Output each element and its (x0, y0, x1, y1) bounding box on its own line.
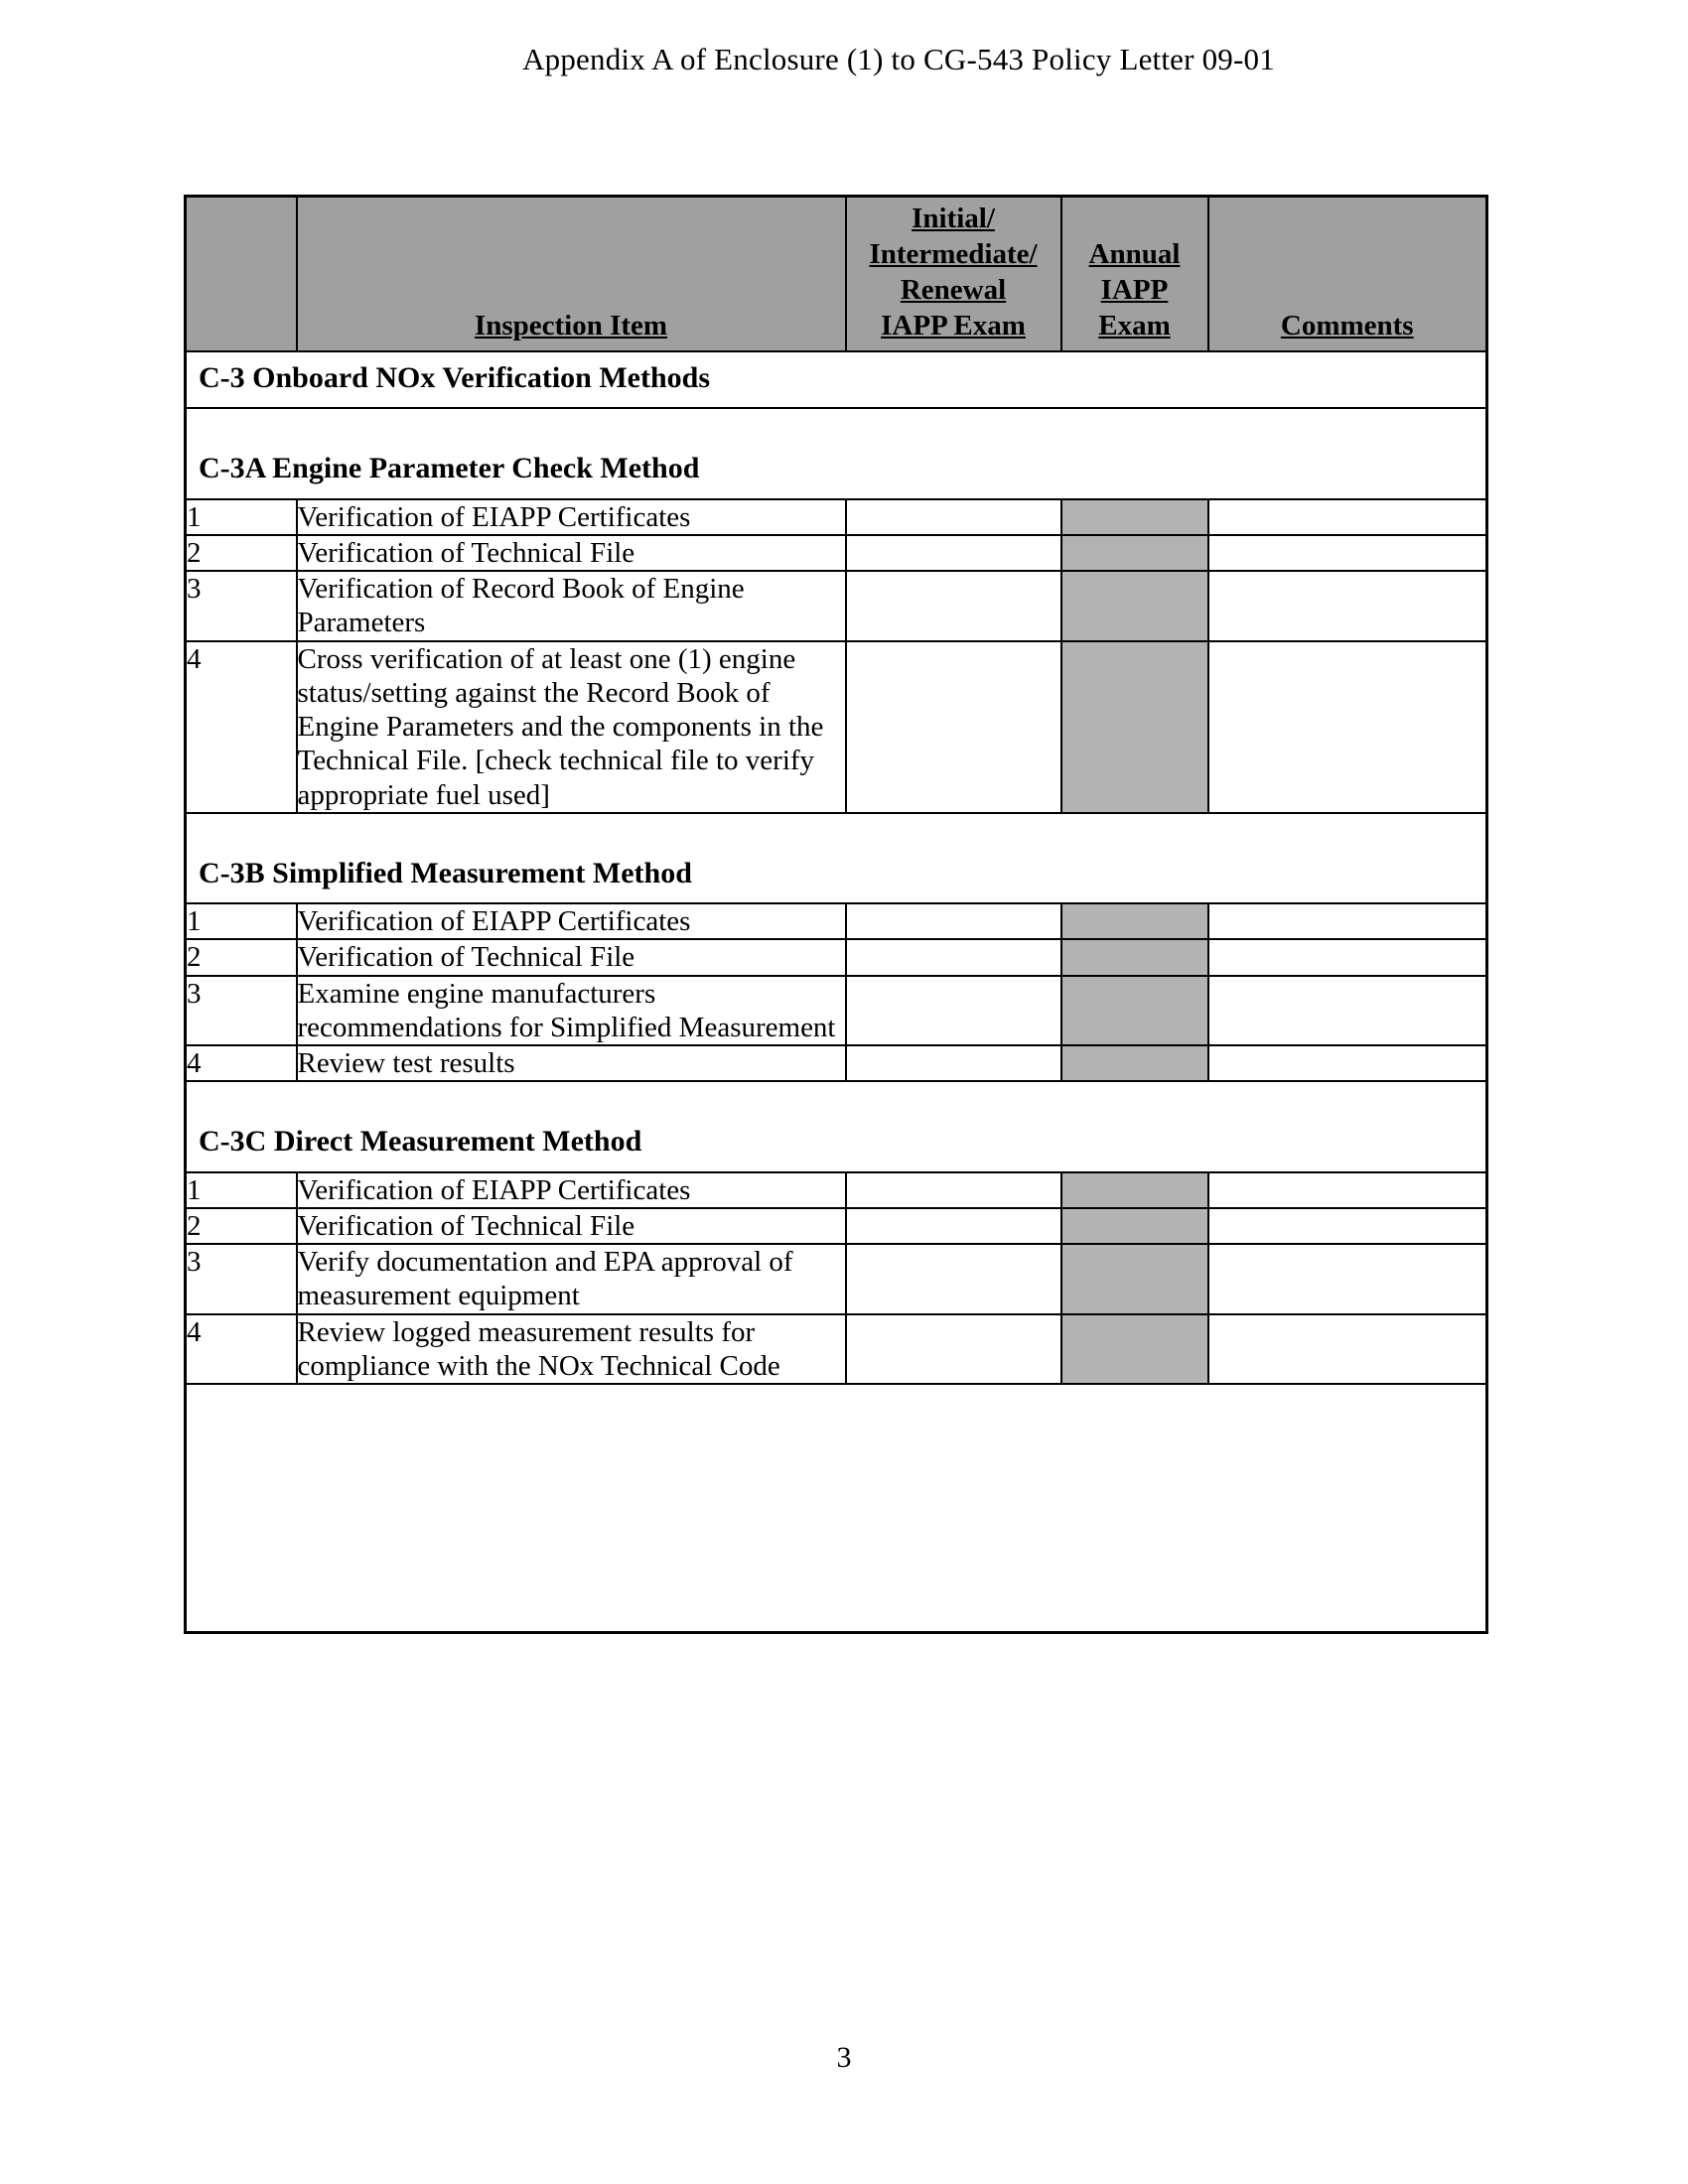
row-number: 3 (186, 1244, 297, 1313)
header-initial-line-4: IAPP Exam (881, 310, 1026, 342)
row-inspection-item: Verify documentation and EPA approval of measurement equipment (297, 1244, 846, 1313)
section-heading-c3: C-3 Onboard NOx Verification Methods (186, 351, 1487, 408)
header-initial-line-1: Initial/ (912, 203, 995, 235)
section-heading-row-c3 (186, 351, 1487, 408)
cell-initial-exam[interactable] (846, 499, 1061, 535)
column-header-annual-iapp-exam (1061, 197, 1208, 352)
row-number: 3 (186, 976, 297, 1045)
column-header-comments (1208, 197, 1487, 352)
inspection-checklist-table-wrapper (184, 195, 1485, 1634)
cell-annual-exam-shaded (1061, 499, 1208, 535)
row-number: 4 (186, 641, 297, 813)
section-heading-c3b: C-3B Simplified Measurement Method (186, 813, 1487, 903)
cell-comments[interactable] (1208, 1314, 1487, 1384)
row-number: 2 (186, 1208, 297, 1244)
column-header-inspection-item-label: Inspection Item (474, 310, 668, 342)
cell-comments[interactable] (1208, 976, 1487, 1045)
table-row (186, 1314, 1487, 1384)
table-trailing-empty-row (186, 1384, 1487, 1633)
table-row (186, 571, 1487, 640)
header-annual-line-1: Annual (1088, 238, 1181, 271)
cell-comments[interactable] (1208, 903, 1487, 939)
table-row (186, 939, 1487, 975)
cell-annual-exam-shaded (1061, 976, 1208, 1045)
header-initial-line-2: Intermediate/ (869, 238, 1038, 271)
row-inspection-item: Examine engine manufacturers recommendations for Simplified Measurement (297, 976, 846, 1045)
table-row (186, 499, 1487, 535)
cell-initial-exam[interactable] (846, 903, 1061, 939)
cell-annual-exam-shaded (1061, 641, 1208, 813)
section-heading-row-c3a (186, 408, 1487, 498)
row-inspection-item: Verification of EIAPP Certificates (297, 903, 846, 939)
row-inspection-item: Verification of Technical File (297, 1208, 846, 1244)
cell-initial-exam[interactable] (846, 641, 1061, 813)
cell-annual-exam-shaded (1061, 939, 1208, 975)
cell-comments[interactable] (1208, 1208, 1487, 1244)
row-number: 2 (186, 939, 297, 975)
header-annual-line-3: Exam (1098, 310, 1171, 342)
section-heading-c3c: C-3C Direct Measurement Method (186, 1081, 1487, 1171)
row-inspection-item: Verification of Technical File (297, 535, 846, 571)
cell-comments[interactable] (1208, 499, 1487, 535)
cell-initial-exam[interactable] (846, 535, 1061, 571)
cell-annual-exam-shaded (1061, 535, 1208, 571)
row-inspection-item: Verification of EIAPP Certificates (297, 1172, 846, 1208)
row-inspection-item: Verification of EIAPP Certificates (297, 499, 846, 535)
row-inspection-item: Review test results (297, 1045, 846, 1081)
table-row (186, 1045, 1487, 1081)
column-header-comments-label: Comments (1280, 310, 1414, 342)
cell-annual-exam-shaded (1061, 1045, 1208, 1081)
section-heading-row-c3c (186, 1081, 1487, 1171)
table-header-row (186, 197, 1487, 352)
row-number: 4 (186, 1045, 297, 1081)
cell-comments[interactable] (1208, 939, 1487, 975)
table-row (186, 641, 1487, 813)
cell-annual-exam-shaded (1061, 1208, 1208, 1244)
row-inspection-item: Review logged measurement results for compliance with the NOx Technical Code (297, 1314, 846, 1384)
cell-initial-exam[interactable] (846, 1045, 1061, 1081)
cell-initial-exam[interactable] (846, 1314, 1061, 1384)
row-inspection-item: Cross verification of at least one (1) engine status/setting against the Record Book of Engine Parameters and the components in the Technical File. [check technical file to verify appropriate fuel used] (297, 641, 846, 813)
running-header: Appendix A of Enclosure (1) to CG-543 Policy Letter 09-01 (522, 42, 1275, 76)
table-row (186, 903, 1487, 939)
section-heading-row-c3b (186, 813, 1487, 903)
cell-annual-exam-shaded (1061, 903, 1208, 939)
cell-initial-exam[interactable] (846, 939, 1061, 975)
trailing-empty-cell (186, 1384, 1487, 1633)
row-number: 3 (186, 571, 297, 640)
row-inspection-item: Verification of Technical File (297, 939, 846, 975)
cell-annual-exam-shaded (1061, 1172, 1208, 1208)
cell-comments[interactable] (1208, 1172, 1487, 1208)
row-number: 1 (186, 499, 297, 535)
cell-annual-exam-shaded (1061, 1244, 1208, 1313)
row-number: 2 (186, 535, 297, 571)
column-header-number (186, 197, 297, 352)
cell-initial-exam[interactable] (846, 1244, 1061, 1313)
header-annual-line-2: IAPP (1100, 274, 1169, 307)
table-row (186, 535, 1487, 571)
cell-comments[interactable] (1208, 535, 1487, 571)
table-row (186, 1244, 1487, 1313)
cell-comments[interactable] (1208, 1244, 1487, 1313)
section-heading-c3a: C-3A Engine Parameter Check Method (186, 408, 1487, 498)
inspection-checklist-table (184, 195, 1488, 1634)
table-row (186, 1208, 1487, 1244)
page-number: 3 (836, 2041, 852, 2074)
row-number: 1 (186, 903, 297, 939)
cell-initial-exam[interactable] (846, 1172, 1061, 1208)
column-header-inspection-item (297, 197, 846, 352)
cell-initial-exam[interactable] (846, 1208, 1061, 1244)
cell-initial-exam[interactable] (846, 571, 1061, 640)
header-initial-line-3: Renewal (900, 274, 1007, 307)
column-header-initial-intermediate-renewal-iapp-exam (846, 197, 1061, 352)
cell-annual-exam-shaded (1061, 571, 1208, 640)
cell-comments[interactable] (1208, 641, 1487, 813)
cell-initial-exam[interactable] (846, 976, 1061, 1045)
cell-comments[interactable] (1208, 571, 1487, 640)
cell-comments[interactable] (1208, 1045, 1487, 1081)
cell-annual-exam-shaded (1061, 1314, 1208, 1384)
row-number: 4 (186, 1314, 297, 1384)
table-row (186, 1172, 1487, 1208)
table-row (186, 976, 1487, 1045)
row-number: 1 (186, 1172, 297, 1208)
row-inspection-item: Verification of Record Book of Engine Parameters (297, 571, 846, 640)
